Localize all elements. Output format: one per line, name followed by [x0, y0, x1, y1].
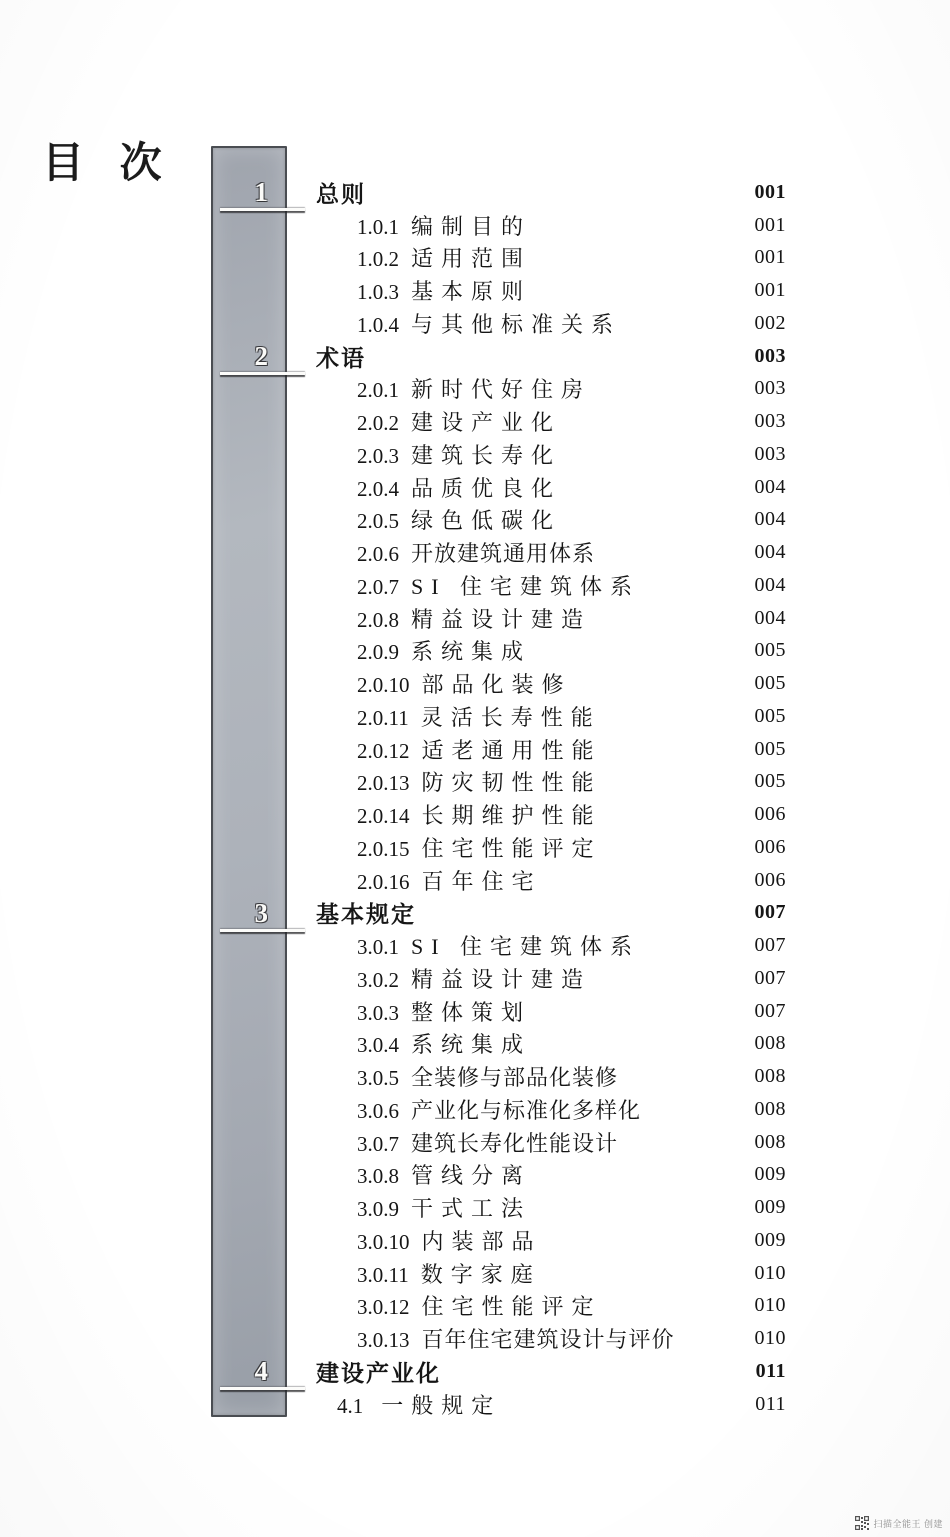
toc-page-number: 004 — [754, 573, 786, 596]
toc-page-number: 007 — [754, 966, 786, 989]
toc-item-title: 新时代好住房 — [411, 377, 592, 403]
toc-page-number: 007 — [754, 901, 786, 924]
toc-item-row — [316, 733, 786, 766]
toc-item-title: 与其他标准关系 — [411, 311, 622, 337]
toc-page-number: 011 — [755, 1392, 786, 1415]
toc-section-heading — [316, 1355, 786, 1388]
toc-item-row — [316, 373, 786, 406]
toc-item-number: 3.0.3 — [357, 1000, 399, 1025]
toc-item-number: 2.0.15 — [357, 836, 410, 861]
toc-item-number: 2.0.16 — [357, 869, 410, 894]
toc-page-number: 003 — [754, 344, 786, 367]
toc-item-row — [316, 602, 786, 635]
toc-section-title: 术语 — [316, 345, 366, 371]
toc-item-number: 3.0.10 — [357, 1229, 410, 1254]
toc-item-title: 内装部品 — [421, 1228, 542, 1254]
toc-section-heading — [316, 897, 786, 930]
toc-page-number: 005 — [754, 704, 786, 727]
toc-item-number: 3.0.2 — [357, 967, 399, 992]
toc-item-number: 2.0.1 — [357, 378, 399, 403]
chapter-marker-line — [220, 929, 305, 932]
toc-item-row — [316, 1126, 786, 1159]
toc-item-row — [316, 1257, 786, 1290]
toc-item-number: 2.0.7 — [357, 574, 399, 599]
toc-item-number: 2.0.3 — [357, 443, 399, 468]
toc-item-row — [316, 635, 786, 668]
toc-page-number: 005 — [754, 672, 786, 695]
toc-item-title: 住宅性能评定 — [421, 1294, 602, 1320]
toc-item-title: 精益设计建造 — [411, 966, 592, 992]
toc-item-row — [316, 700, 786, 733]
toc-item-row — [316, 569, 786, 602]
toc-item-number: 2.0.14 — [357, 804, 410, 829]
toc-item-row — [316, 536, 786, 569]
chapter-marker — [213, 1350, 285, 1390]
toc-item-title: 数字家庭 — [420, 1261, 541, 1287]
toc-item-row — [316, 667, 786, 700]
chapter-marker-number: 3 — [254, 898, 268, 928]
camscanner-qr-icon — [855, 1516, 869, 1530]
toc-item-row — [316, 929, 786, 962]
toc-item-row — [316, 274, 786, 307]
chapter-marker-number: 4 — [254, 1356, 268, 1386]
toc-item-number: 2.0.12 — [357, 738, 410, 763]
chapter-bar — [211, 146, 287, 1417]
toc-page-number: 004 — [754, 606, 786, 629]
toc-page-number: 009 — [754, 1163, 786, 1186]
toc-item-row — [316, 471, 786, 504]
toc-item-row — [316, 1028, 786, 1061]
toc-page-number: 006 — [754, 835, 786, 858]
camscanner-watermark-text: 扫描全能王 创建 — [873, 1518, 943, 1529]
toc-item-row — [316, 307, 786, 340]
toc-item-title: 防灾韧性性能 — [421, 770, 602, 796]
toc-section-title: 基本规定 — [316, 902, 416, 928]
toc-item-row — [316, 1093, 786, 1126]
toc-item-title: 系统集成 — [411, 1032, 532, 1058]
toc-section-title: 总则 — [316, 181, 366, 207]
toc-item-number: 2.0.2 — [357, 411, 399, 436]
toc-item-row — [316, 1191, 786, 1224]
toc-item-title: 开放建筑通用体系 — [411, 541, 596, 567]
toc-item-number: 2.0.8 — [357, 607, 399, 632]
toc-item-title: 整体策划 — [411, 999, 532, 1025]
camscanner-watermark — [855, 1516, 943, 1530]
toc-page-number: 009 — [754, 1228, 786, 1251]
toc-page-number: 006 — [754, 868, 786, 891]
toc-item-row — [316, 1388, 786, 1421]
toc-item-row — [316, 1159, 786, 1192]
toc-page-number: 005 — [754, 770, 786, 793]
toc-item-number: 1.0.1 — [357, 214, 399, 239]
toc-item-number: 2.0.11 — [357, 705, 409, 730]
toc-page-number: 010 — [754, 1294, 786, 1317]
toc-item-row — [316, 766, 786, 799]
toc-page-number: 009 — [754, 1196, 786, 1219]
toc-item-row — [316, 962, 786, 995]
toc-item-row — [316, 995, 786, 1028]
toc-item-title: 建设产业化 — [411, 410, 562, 436]
toc-item-number: 3.0.11 — [357, 1262, 409, 1287]
toc-item-number: 3.0.6 — [357, 1098, 399, 1123]
toc-page-number: 007 — [754, 934, 786, 957]
toc-item-number: 3.0.13 — [357, 1328, 410, 1353]
toc-item-number: 3.0.9 — [357, 1197, 399, 1222]
toc-item-title: 住宅性能评定 — [421, 835, 602, 861]
toc-item-row — [316, 1224, 786, 1257]
chapter-marker-line — [220, 372, 305, 375]
toc-page-number: 011 — [755, 1359, 786, 1382]
toc-item-title: 编制目的 — [411, 213, 532, 239]
toc-page-number: 002 — [754, 311, 786, 334]
toc-item-number: 3.0.5 — [357, 1066, 399, 1091]
toc-page-number: 008 — [754, 1032, 786, 1055]
toc-item-row — [316, 405, 786, 438]
toc-item-number: 3.0.12 — [357, 1295, 410, 1320]
toc-item-title: 管线分离 — [411, 1163, 532, 1189]
toc-item-title: 干式工法 — [411, 1196, 532, 1222]
toc-page-number: 010 — [754, 1261, 786, 1284]
chapter-marker-number: 2 — [254, 341, 268, 371]
toc-list — [316, 176, 786, 1421]
toc-page-number: 005 — [754, 639, 786, 662]
toc-item-number: 2.0.10 — [357, 673, 410, 698]
toc-page-number: 006 — [754, 803, 786, 826]
toc-page-number: 008 — [754, 1097, 786, 1120]
toc-item-title: 产业化与标准化多样化 — [411, 1097, 642, 1123]
toc-item-number: 3.0.1 — [357, 935, 399, 960]
toc-item-number: 2.0.5 — [357, 509, 399, 534]
toc-page-number: 007 — [754, 999, 786, 1022]
toc-item-row — [316, 504, 786, 537]
toc-item-title: 建筑长寿化性能设计 — [411, 1130, 619, 1156]
toc-item-title: 基本原则 — [411, 279, 532, 305]
chapter-marker-line — [220, 208, 305, 211]
toc-item-title: 品质优良化 — [411, 475, 562, 501]
toc-item-title: 精益设计建造 — [411, 606, 592, 632]
chapter-marker — [213, 892, 285, 932]
toc-page-number: 001 — [754, 279, 786, 302]
toc-item-row — [316, 209, 786, 242]
toc-item-number: 1.0.3 — [357, 280, 399, 305]
toc-page-number: 003 — [754, 442, 786, 465]
toc-item-row — [316, 242, 786, 275]
toc-page-number: 004 — [754, 508, 786, 531]
toc-page-number: 005 — [754, 737, 786, 760]
toc-page-number: 003 — [754, 377, 786, 400]
toc-section-title: 建设产业化 — [316, 1360, 441, 1386]
chapter-marker-line — [220, 1387, 305, 1390]
toc-item-title: 百年住宅 — [421, 868, 542, 894]
toc-item-number: 1.0.4 — [357, 312, 399, 337]
toc-page-number: 010 — [754, 1327, 786, 1350]
toc-section-heading — [316, 176, 786, 209]
toc-item-row — [316, 831, 786, 864]
toc-item-row — [316, 1290, 786, 1323]
toc-item-title: 绿色低碳化 — [411, 508, 562, 534]
toc-item-title: 适老通用性能 — [421, 737, 602, 763]
toc-item-row — [316, 798, 786, 831]
toc-item-row — [316, 438, 786, 471]
toc-item-title: SI 住宅建筑体系 — [411, 934, 641, 960]
toc-page-number: 004 — [754, 541, 786, 564]
page-title: 目 次 — [42, 139, 163, 186]
toc-item-number: 3.0.8 — [357, 1164, 399, 1189]
chapter-marker-number: 1 — [254, 177, 268, 207]
toc-page-number: 004 — [754, 475, 786, 498]
toc-item-title: 系统集成 — [411, 639, 532, 665]
toc-page-number: 001 — [754, 246, 786, 269]
toc-item-row — [316, 864, 786, 897]
toc-item-row — [316, 1322, 786, 1355]
toc-item-number: 3.0.7 — [357, 1131, 399, 1156]
toc-page-number: 008 — [754, 1065, 786, 1088]
toc-page-number: 001 — [754, 213, 786, 236]
toc-item-title: SI 住宅建筑体系 — [411, 573, 641, 599]
toc-item-number: 2.0.4 — [357, 476, 399, 501]
toc-item-number: 2.0.13 — [357, 771, 410, 796]
toc-item-number: 2.0.9 — [357, 640, 399, 665]
toc-item-title: 全装修与部品化装修 — [411, 1065, 619, 1091]
toc-item-title: 灵活长寿性能 — [420, 704, 601, 730]
toc-item-number: 3.0.4 — [357, 1033, 399, 1058]
chapter-marker — [213, 171, 285, 211]
toc-item-number: 2.0.6 — [357, 542, 399, 567]
toc-page-number: 008 — [754, 1130, 786, 1153]
toc-item-number: 4.1 — [337, 1393, 364, 1418]
toc-item-title: 长期维护性能 — [421, 803, 602, 829]
toc-page-number: 001 — [754, 180, 786, 203]
toc-item-number: 1.0.2 — [357, 247, 399, 272]
toc-item-row — [316, 1060, 786, 1093]
chapter-marker — [213, 335, 285, 375]
toc-page-number: 003 — [754, 410, 786, 433]
toc-item-title: 百年住宅建筑设计与评价 — [421, 1327, 675, 1353]
toc-item-title: 部品化装修 — [421, 672, 572, 698]
toc-item-title: 一般规定 — [381, 1392, 502, 1418]
toc-section-heading — [316, 340, 786, 373]
toc-item-title: 建筑长寿化 — [411, 442, 562, 468]
toc-item-title: 适用范围 — [411, 246, 532, 272]
